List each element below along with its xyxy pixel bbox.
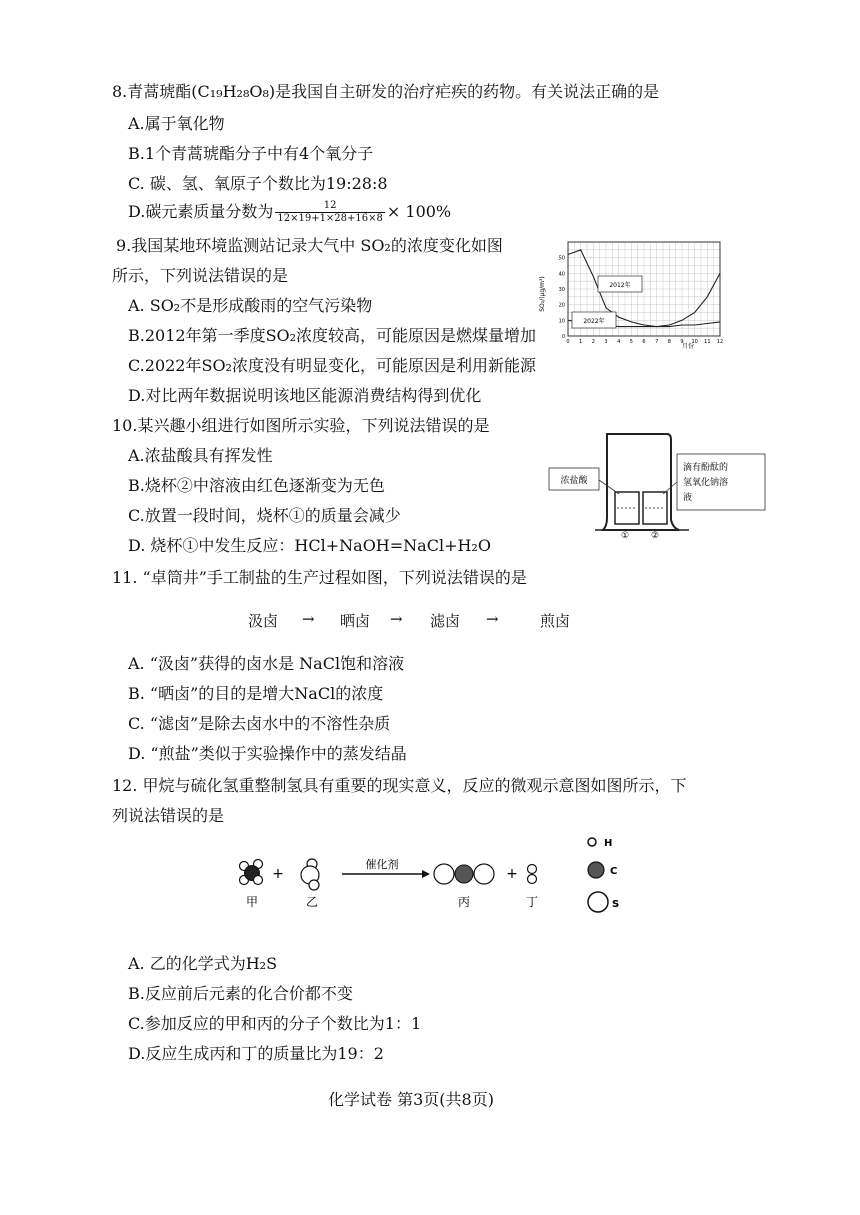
flow-arrow-2: →	[390, 610, 403, 628]
y-tick-label: 40	[558, 271, 565, 278]
q12-option-d: D.反应生成丙和丁的质量比为19：2	[128, 1044, 384, 1063]
molecule-jia	[240, 860, 263, 885]
flow-arrow-1: →	[302, 610, 315, 628]
atom-legend	[588, 838, 619, 912]
q8-option-d-suffix: × 100%	[386, 202, 452, 221]
q9-option-b: B.2012年第一季度SO₂浓度较高，可能原因是燃煤量增加	[128, 326, 537, 345]
x-tick-label: 5	[629, 339, 633, 345]
q8-fraction-denominator: 12×19+1×28+16×8	[277, 213, 383, 224]
label-naoh-line1: 滴有酚酞的	[683, 463, 729, 473]
reaction-diagram	[230, 828, 630, 920]
q12-option-b: B.反应前后元素的化合价都不变	[128, 984, 353, 1003]
x-tick-label: 0	[566, 339, 570, 345]
flow-step-4: 煎卤	[540, 612, 571, 630]
q11-option-c: C. “滤卤”是除去卤水中的不溶性杂质	[128, 714, 391, 733]
molecule-bing	[434, 864, 494, 884]
label-yi: 乙	[305, 895, 319, 909]
y-tick-label: 10	[558, 318, 565, 325]
x-tick-label: 10	[691, 339, 698, 345]
q11-option-d: D. “煎盐”类似于实验操作中的蒸发结晶	[128, 744, 407, 763]
series-label-2012: 2012年	[609, 282, 631, 289]
q8-fraction	[275, 200, 385, 225]
legend-h-label: H	[604, 838, 613, 849]
y-tick-label: 30	[558, 287, 565, 293]
q11-stem: 11. “卓筒井”手工制盐的生产过程如图，下列说法错误的是	[112, 568, 527, 587]
page-footer: 化学试卷 第3页(共8页)	[328, 1090, 494, 1109]
legend-s-label: S	[612, 899, 620, 910]
so2-line-chart	[538, 234, 728, 352]
x-tick-label: 11	[704, 339, 711, 345]
x-tick-label: 8	[667, 339, 671, 345]
x-tick-label: 4	[617, 339, 621, 345]
q10-option-c: C.放置一段时间，烧杯①的质量会减少	[128, 506, 401, 525]
q11-option-a: A. “汲卤”获得的卤水是 NaCl饱和溶液	[128, 654, 405, 673]
q12-stem-line2: 列说法错误的是	[112, 806, 225, 825]
q9-stem-line2: 所示，下列说法错误的是	[112, 266, 289, 285]
x-tick-label: 1	[579, 339, 583, 345]
plus-2: +	[506, 866, 518, 882]
q9-stem-line1: 9.我国某地环境监测站记录大气中 SO₂的浓度变化如图	[116, 236, 503, 255]
catalyst-label: 催化剂	[365, 858, 399, 871]
flow-arrow-3: →	[486, 610, 499, 628]
molecule-yi	[301, 859, 319, 890]
q8-option-c: C. 碳、氢、氧原子个数比为19:28:8	[128, 174, 388, 193]
y-tick-label: 20	[558, 302, 565, 309]
legend-h-atom	[588, 838, 596, 846]
y-tick-label: 0	[561, 334, 565, 340]
flow-step-2: 晒卤	[340, 612, 371, 630]
legend-s-atom	[588, 892, 608, 912]
x-tick-label: 9	[680, 339, 684, 345]
chart-tick-labels	[559, 256, 724, 345]
q8-option-d	[128, 200, 451, 225]
label-ding: 丁	[525, 895, 539, 909]
q10-option-b: B.烧杯②中溶液由红色逐渐变为无色	[128, 476, 385, 495]
chart-y-axis-label: SO₂/(μg/m³)	[539, 276, 546, 312]
molecule-ding	[528, 865, 537, 884]
pointer-hcl	[599, 480, 619, 494]
q12-stem-line1: 12. 甲烷与硫化氢重整制氢具有重要的现实意义，反应的微观示意图如图所示，下	[112, 776, 687, 795]
label-naoh-line3: 液	[683, 493, 693, 503]
legend-c-label: C	[610, 866, 618, 877]
q8-option-d-prefix: D.碳元素质量分数为	[128, 202, 274, 221]
y-tick-label: 50	[558, 255, 565, 262]
q12-option-a: A. 乙的化学式为H₂S	[128, 954, 278, 973]
x-tick-label: 6	[642, 339, 646, 345]
chart-x-axis-label: 月份	[681, 343, 695, 350]
flow-step-1: 汲卤	[248, 612, 279, 630]
q9-option-d: D.对比两年数据说明该地区能源消费结构得到优化	[128, 386, 482, 405]
beaker-experiment-diagram	[545, 430, 767, 542]
series-label-2022: 2022年	[583, 318, 605, 325]
q11-option-b: B. “晒卤”的目的是增大NaCl的浓度	[128, 684, 384, 703]
legend-c-atom	[588, 862, 604, 878]
x-tick-label: 12	[716, 339, 724, 345]
q12-option-c: C.参加反应的甲和丙的分子个数比为1：1	[128, 1014, 422, 1033]
x-tick-label: 2	[591, 339, 595, 345]
label-bing: 丙	[457, 895, 471, 909]
label-naoh-line2: 氢氧化钠溶	[683, 478, 729, 488]
x-tick-label: 7	[655, 339, 659, 345]
q10-option-d: D. 烧杯①中发生反应：HCl+NaOH=NaCl+H₂O	[128, 536, 491, 555]
beaker-1-label: ①	[620, 531, 630, 541]
q10-stem: 10.某兴趣小组进行如图所示实验，下列说法错误的是	[112, 416, 490, 435]
beaker-2-label: ②	[650, 531, 660, 541]
q8-stem: 8.青蒿琥酯(C₁₉H₂₈O₈)是我国自主研发的治疗疟疾的药物。有关说法正确的是	[112, 82, 660, 101]
q10-option-a: A.浓盐酸具有挥发性	[128, 446, 273, 465]
flow-step-3: 滤卤	[430, 612, 461, 630]
q8-option-b: B.1个青蒿琥酯分子中有4个氧分子	[128, 144, 374, 163]
reaction-arrowhead	[422, 870, 430, 878]
label-hcl: 浓盐酸	[560, 476, 588, 486]
q8-option-a: A.属于氧化物	[128, 114, 225, 133]
q9-option-c: C.2022年SO₂浓度没有明显变化，可能原因是利用新能源	[128, 356, 536, 375]
q9-option-a: A. SO₂不是形成酸雨的空气污染物	[128, 296, 373, 315]
q8-fraction-numerator: 12	[275, 200, 385, 213]
label-jia: 甲	[245, 895, 259, 909]
plus-1: +	[272, 866, 284, 882]
x-tick-label: 3	[604, 339, 608, 345]
